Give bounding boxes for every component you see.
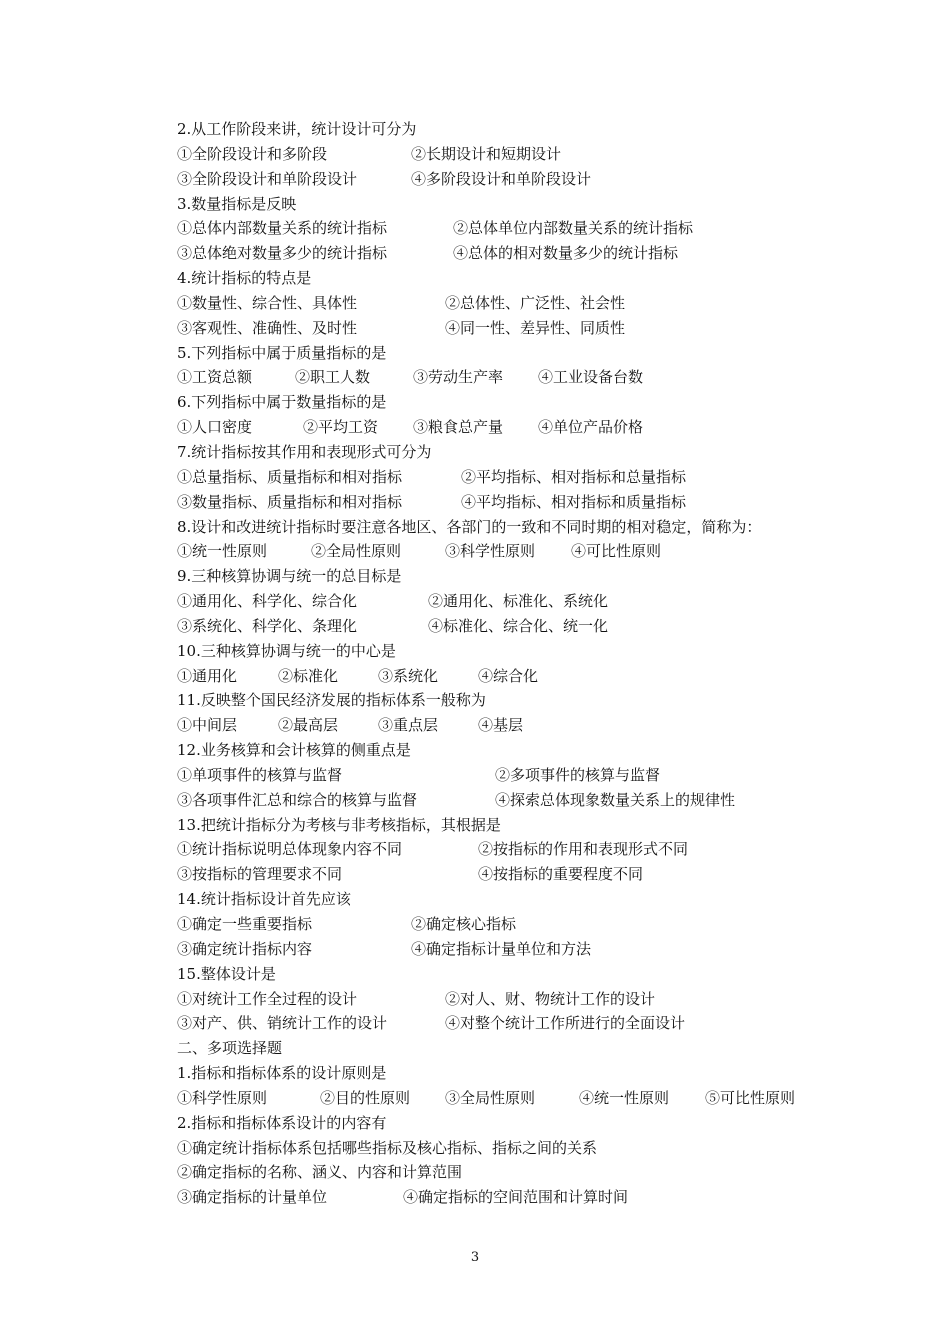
option-text: ②多项事件的核算与监督 <box>495 765 661 784</box>
option-text: ③总体绝对数量多少的统计指标 <box>177 244 388 263</box>
question-line: 7.统计指标按其作用和表现形式可分为 <box>177 442 432 461</box>
option-text: ①全阶段设计和多阶段 <box>177 144 328 163</box>
option-text: ③系统化、科学化、条理化 <box>177 616 358 635</box>
option-text: ③科学性原则 <box>445 542 536 561</box>
options-line <box>177 862 837 887</box>
options-line <box>177 291 837 316</box>
option-text: ①通用化、科学化、综合化 <box>177 592 358 611</box>
option-text: ③按指标的管理要求不同 <box>177 865 343 884</box>
question-line: 10.三种核算协调与统一的中心是 <box>177 641 396 660</box>
option-text: ③各项事件汇总和综合的核算与监督 <box>177 790 418 809</box>
option-text: ②最高层 <box>278 716 339 735</box>
question-line: 二、多项选择题 <box>177 1039 283 1058</box>
question-line: 2.指标和指标体系设计的内容有 <box>177 1113 387 1132</box>
option-text: ①统一性原则 <box>177 542 268 561</box>
options-line <box>177 1086 837 1111</box>
options-line <box>177 465 837 490</box>
option-text: ③全局性原则 <box>445 1088 536 1107</box>
option-text: ①中间层 <box>177 716 238 735</box>
page-number: 3 <box>470 1250 480 1265</box>
question-line: 11.反映整个国民经济发展的指标体系一般称为 <box>177 691 486 710</box>
option-text: ③重点层 <box>378 716 439 735</box>
option-text: ①单项事件的核算与监督 <box>177 765 343 784</box>
question-line: ①确定统计指标体系包括哪些指标及核心指标、指标之间的关系 <box>177 1138 598 1157</box>
option-text: ②职工人数 <box>295 368 371 387</box>
options-line <box>177 1185 837 1210</box>
option-text: ②全局性原则 <box>311 542 402 561</box>
question-line: 12.业务核算和会计核算的侧重点是 <box>177 741 411 760</box>
option-text: ④多阶段设计和单阶段设计 <box>411 169 592 188</box>
option-text: ④总体的相对数量多少的统计指标 <box>453 244 679 263</box>
options-line <box>177 713 837 738</box>
options-line <box>177 589 837 614</box>
option-text: ④工业设备台数 <box>538 368 644 387</box>
option-text: ②平均指标、相对指标和总量指标 <box>461 467 687 486</box>
question-line: 8.设计和改进统计指标时要注意各地区、各部门的一致和不同时期的相对稳定，简称为： <box>177 517 762 536</box>
options-line <box>177 241 837 266</box>
option-text: ①统计指标说明总体现象内容不同 <box>177 840 403 859</box>
options-line <box>177 142 837 167</box>
option-text: ④按指标的重要程度不同 <box>478 865 644 884</box>
option-text: ②通用化、标准化、系统化 <box>428 592 609 611</box>
option-text: ①确定一些重要指标 <box>177 915 313 933</box>
options-line <box>177 539 837 564</box>
option-text: ③确定统计指标内容 <box>177 939 313 958</box>
document-body <box>177 117 837 1210</box>
options-line <box>177 365 837 390</box>
option-text: ④探索总体现象数量关系上的规律性 <box>495 790 736 809</box>
option-text: ②确定核心指标 <box>411 915 517 933</box>
options-line <box>177 490 837 515</box>
option-text: ①总量指标、质量指标和相对指标 <box>177 467 403 486</box>
question-line: 6.下列指标中属于数量指标的是 <box>177 393 387 412</box>
option-text: ④对整个统计工作所进行的全面设计 <box>445 1014 686 1033</box>
question-line: 14.统计指标设计首先应该 <box>177 890 351 909</box>
question-line: 4.统计指标的特点是 <box>177 269 312 288</box>
option-text: ④平均指标、相对指标和质量指标 <box>461 492 687 511</box>
option-text: ③确定指标的计量单位 <box>177 1188 328 1207</box>
option-text: ①总体内部数量关系的统计指标 <box>177 219 388 238</box>
option-text: ④单位产品价格 <box>538 418 644 437</box>
question-line: 9.三种核算协调与统一的总目标是 <box>177 567 402 586</box>
options-line <box>177 987 837 1012</box>
option-text: ④确定指标计量单位和方法 <box>411 939 592 958</box>
option-text: ③系统化 <box>378 666 439 685</box>
option-text: ④标准化、综合化、统一化 <box>428 616 609 635</box>
option-text: ①人口密度 <box>177 418 253 437</box>
option-text: ③对产、供、销统计工作的设计 <box>177 1014 388 1033</box>
question-line: 2.从工作阶段来讲，统计设计可分为 <box>177 120 417 138</box>
option-text: ④同一性、差异性、同质性 <box>445 318 626 337</box>
question-line: 5.下列指标中属于质量指标的是 <box>177 343 387 362</box>
options-line <box>177 216 837 241</box>
options-line <box>177 664 837 689</box>
option-text: ②对人、财、物统计工作的设计 <box>445 989 656 1008</box>
question-line: 3.数量指标是反映 <box>177 194 297 213</box>
option-text: ④确定指标的空间范围和计算时间 <box>403 1188 629 1207</box>
option-text: ②长期设计和短期设计 <box>411 144 562 163</box>
option-text: ②总体性、广泛性、社会性 <box>445 293 626 312</box>
option-text: ④可比性原则 <box>571 542 662 561</box>
option-text: ①对统计工作全过程的设计 <box>177 989 358 1008</box>
options-line <box>177 1011 837 1036</box>
option-text: ②目的性原则 <box>320 1088 411 1107</box>
options-line <box>177 614 837 639</box>
option-text: ③全阶段设计和单阶段设计 <box>177 169 358 188</box>
options-line <box>177 763 837 788</box>
option-text: ②平均工资 <box>303 418 379 437</box>
options-line <box>177 912 837 937</box>
option-text: ②按指标的作用和表现形式不同 <box>478 840 689 859</box>
options-line <box>177 316 837 341</box>
option-text: ①数量性、综合性、具体性 <box>177 293 358 312</box>
option-text: ④统一性原则 <box>579 1088 670 1107</box>
option-text: ⑤可比性原则 <box>705 1088 796 1107</box>
question-line: 15.整体设计是 <box>177 964 276 983</box>
option-text: ②总体单位内部数量关系的统计指标 <box>453 219 694 238</box>
options-line <box>177 837 837 862</box>
options-line <box>177 788 837 813</box>
question-line: 1.指标和指标体系的设计原则是 <box>177 1064 387 1083</box>
option-text: ④基层 <box>478 716 524 735</box>
options-line <box>177 167 837 192</box>
option-text: ③劳动生产率 <box>413 368 504 387</box>
option-text: ④综合化 <box>478 666 539 685</box>
options-line <box>177 415 837 440</box>
option-text: ①科学性原则 <box>177 1088 268 1107</box>
question-line: ②确定指标的名称、涵义、内容和计算范围 <box>177 1163 463 1182</box>
option-text: ③客观性、准确性、及时性 <box>177 318 358 337</box>
question-line: 13.把统计指标分为考核与非考核指标，其根据是 <box>177 815 501 834</box>
option-text: ①工资总额 <box>177 368 253 387</box>
option-text: ③数量指标、质量指标和相对指标 <box>177 492 403 511</box>
option-text: ③粮食总产量 <box>413 418 504 437</box>
option-text: ②标准化 <box>278 666 339 685</box>
option-text: ①通用化 <box>177 666 238 685</box>
options-line <box>177 937 837 962</box>
